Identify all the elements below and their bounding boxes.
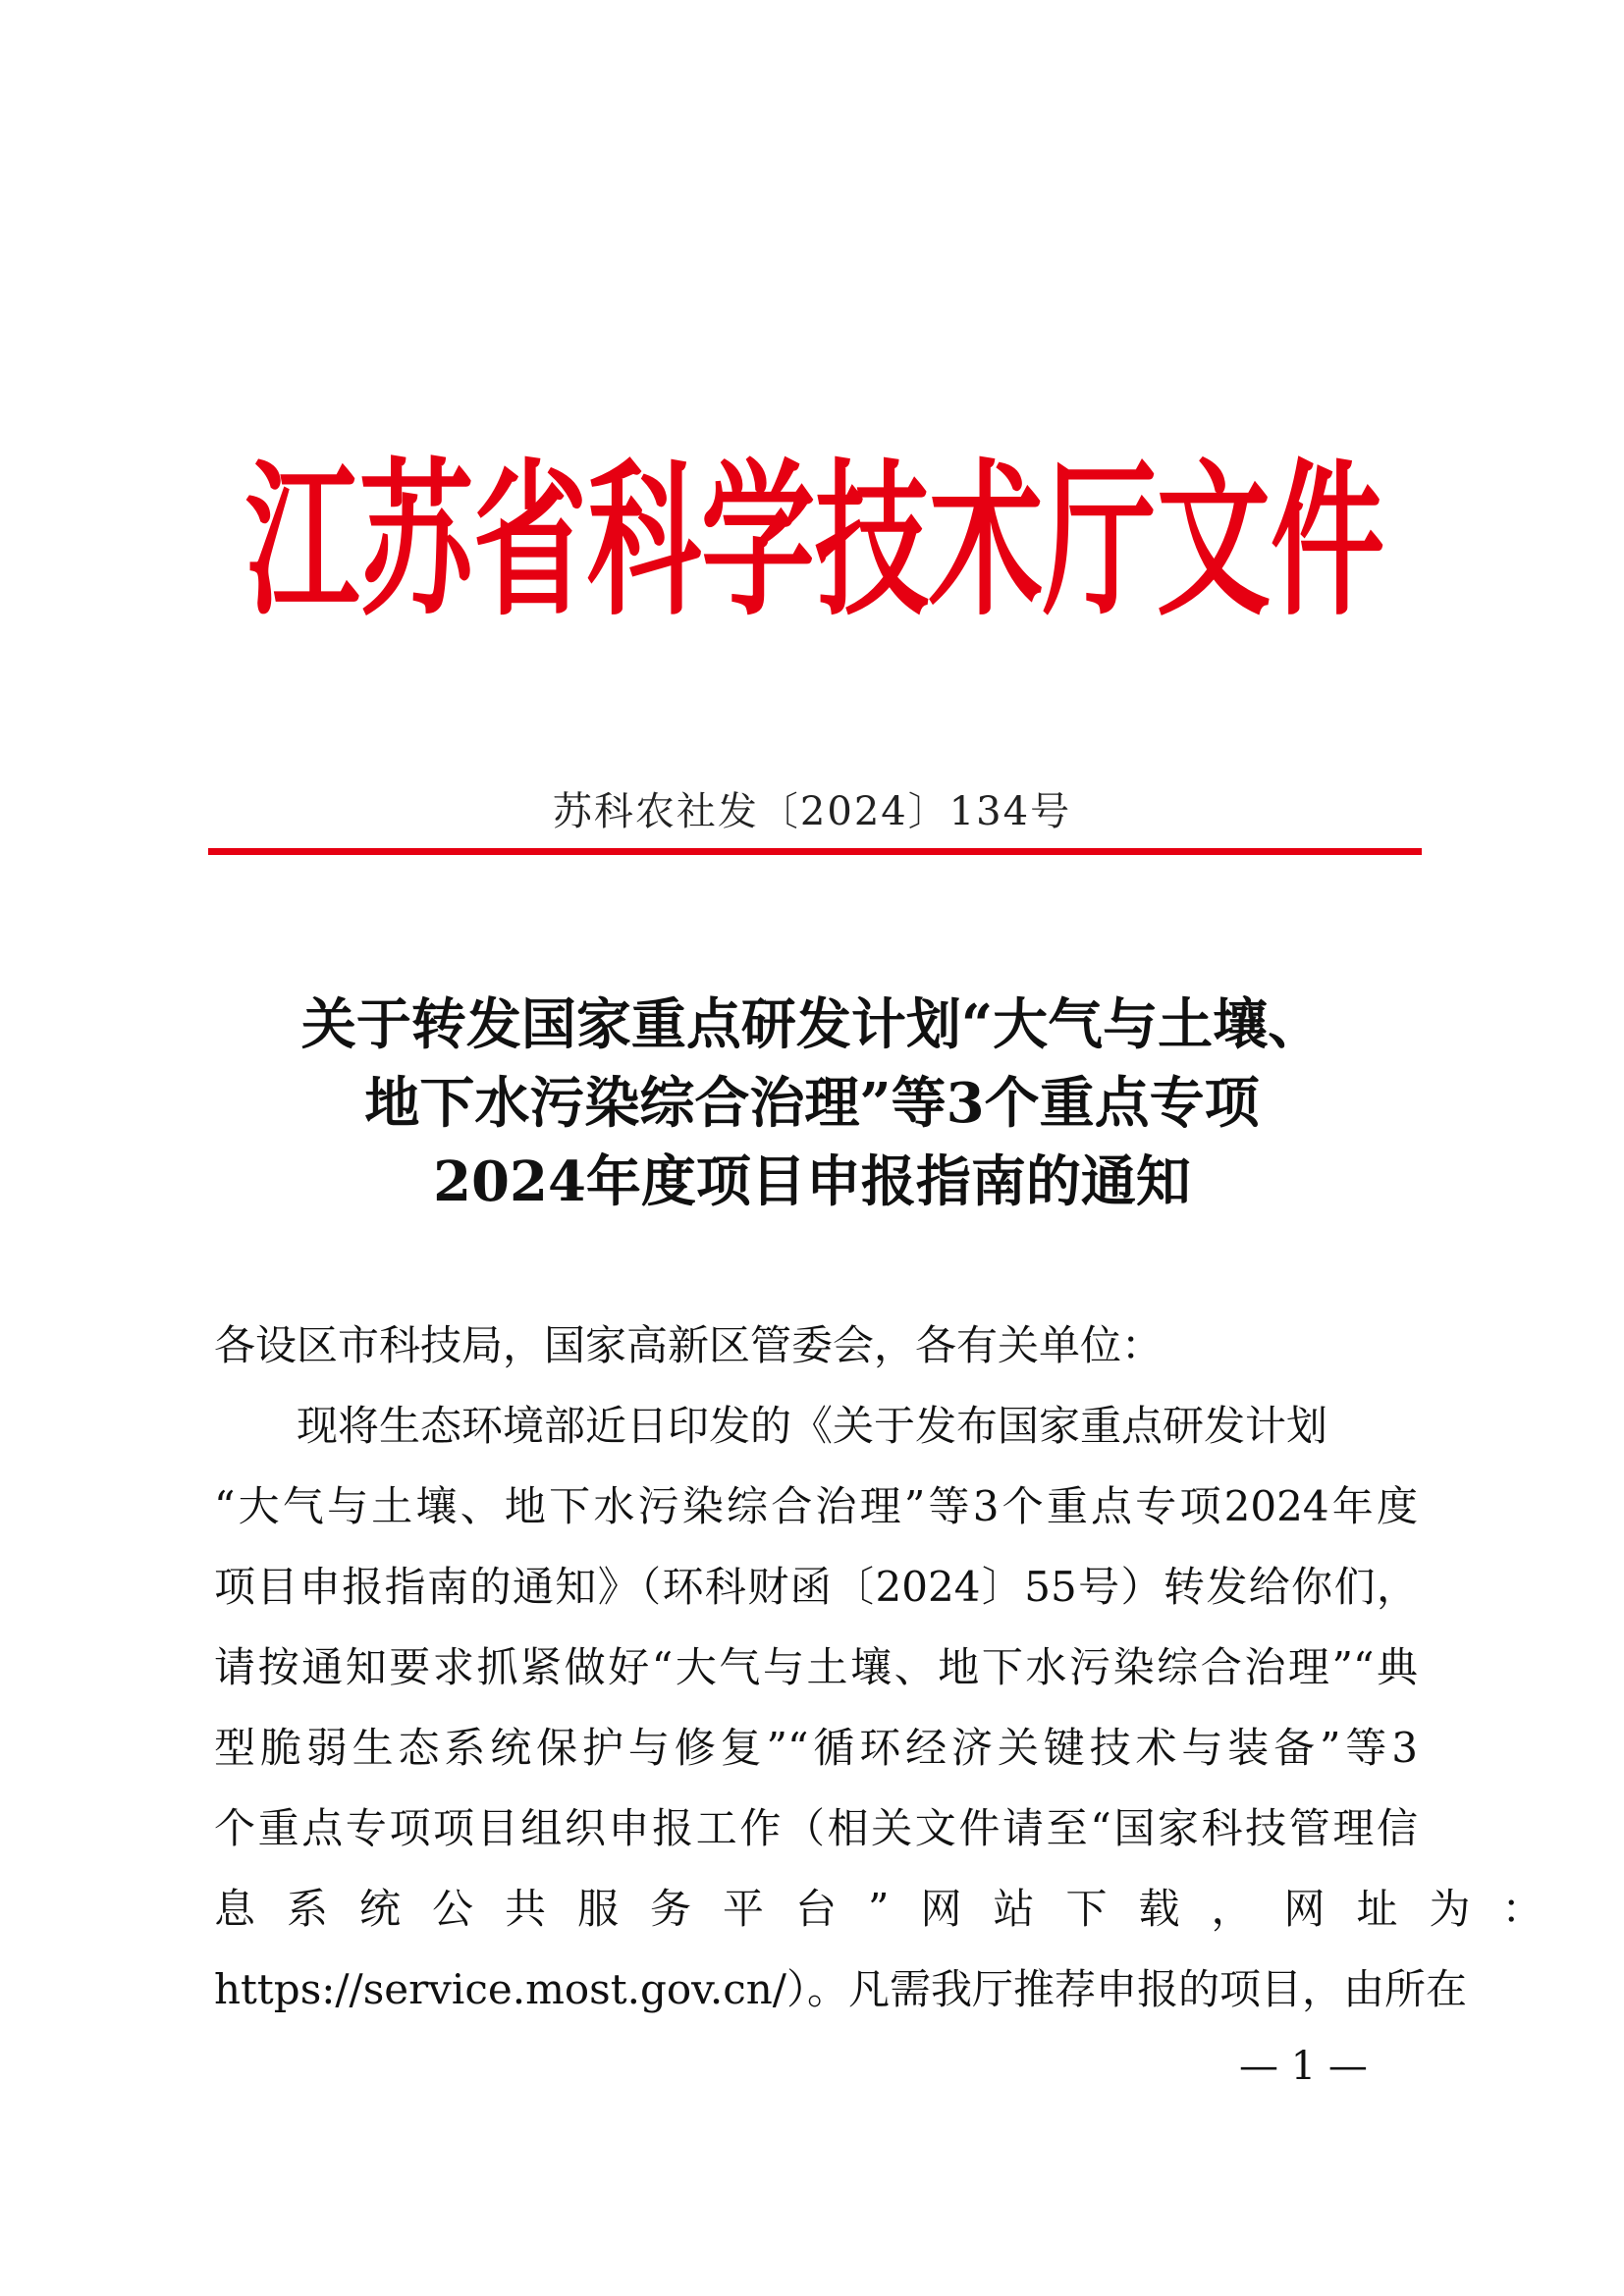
title-line-2: 地下水污染综合治理”等3个重点专项 [364,1071,1260,1136]
document-number: 苏科农社发〔2024〕134号 [552,789,1072,834]
body-line: 现将生态环境部近日印发的《关于发布国家重点研发计划 [297,1402,1328,1450]
body-line: 请按通知要求抓紧做好“大气与土壤、地下水污染综合治理”“典 [214,1643,1418,1691]
body-line: 型脆弱生态系统保护与修复”“循环经济关键技术与装备”等3 [214,1724,1418,1772]
red-divider-line [208,848,1422,855]
issuer-title [236,432,1394,648]
body-line-url: https://service.most.gov.cn/）。凡需我厅推荐申报的项目，由所在 [214,1965,1467,2013]
issuer-title-text: 江苏省科学技术厅文件 [245,445,1384,639]
salutation: 各设区市科技局，国家高新区管委会，各有关单位： [214,1321,1164,1369]
body-line: 个重点专项项目组织申报工作（相关文件请至“国家科技管理信 [214,1804,1418,1852]
title-line-3: 2024年度项目申报指南的通知 [433,1149,1191,1214]
page-number: — 1 — [1239,2044,1368,2089]
body-line: “大气与土壤、地下水污染综合治理”等3个重点专项2024年度 [214,1482,1418,1530]
body-line: 息系统公共服务平台”网站下载，网址为： [214,1885,1575,1933]
body-line: 项目申报指南的通知》（环科财函〔2024〕55号）转发给你们， [214,1563,1418,1611]
title-line-1: 关于转发国家重点研发计划“大气与土壤、 [300,992,1324,1057]
